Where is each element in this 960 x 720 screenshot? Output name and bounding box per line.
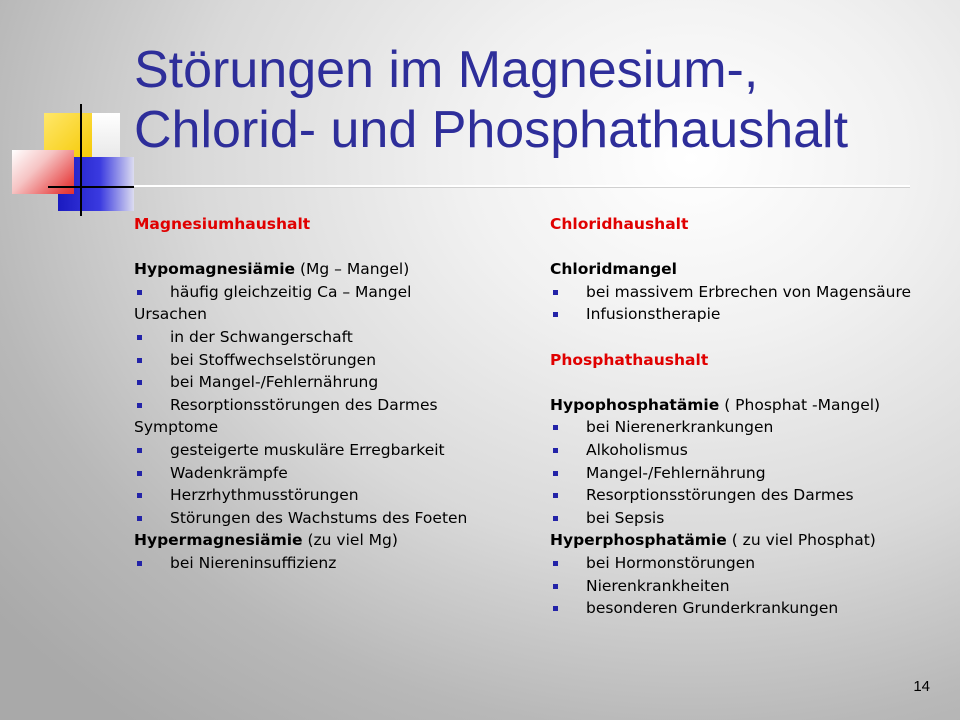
chlorid-phosphat-column — [550, 213, 950, 620]
bullet-icon — [137, 403, 142, 408]
bullet-icon — [137, 358, 142, 363]
magnesium-heading: Magnesiumhaushalt — [134, 215, 311, 233]
list-item — [134, 349, 534, 372]
list-item-text: bei massivem Erbrechen von Magensäure — [586, 282, 912, 301]
hypomagnesiaemie-desc: (Mg – Mangel) — [295, 260, 410, 279]
title-line-1: Störungen im Magnesium-, — [134, 41, 759, 99]
spacer — [550, 236, 950, 259]
list-item-text: Resorptionsstörungen des Darmes — [170, 395, 438, 414]
list-item — [550, 575, 950, 598]
list-item-text: Alkoholismus — [586, 440, 688, 459]
list-item — [134, 507, 534, 530]
bullet-icon — [553, 584, 558, 589]
list-item — [550, 416, 950, 439]
list-item-text: in der Schwangerschaft — [170, 327, 353, 346]
hypomagnesiaemie-term: Hypomagnesiämie — [134, 260, 296, 279]
list-item-text: bei Stoffwechselstörungen — [170, 350, 377, 369]
symptome-label: Symptome — [134, 418, 219, 437]
list-item — [550, 281, 950, 304]
list-item-text: bei Nierenerkrankungen — [586, 418, 774, 437]
list-item — [134, 552, 534, 575]
list-item-text: Nierenkrankheiten — [586, 576, 730, 595]
logo-white-square — [92, 113, 120, 159]
bullet-icon — [137, 335, 142, 340]
list-item — [134, 484, 534, 507]
list-item-text: Infusionstherapie — [586, 305, 721, 324]
list-item — [134, 462, 534, 485]
hypophosphataemie-term: Hypophosphatämie — [550, 395, 720, 414]
chlorid-heading: Chloridhaushalt — [550, 215, 689, 233]
list-item — [134, 281, 534, 304]
hypophosphataemie-line — [550, 394, 950, 417]
title-rule — [134, 185, 910, 187]
hypomagnesiaemie-line — [134, 258, 534, 281]
logo-horizontal-line — [48, 186, 134, 188]
bullet-icon — [137, 290, 142, 295]
hyperphosphataemie-line — [550, 529, 950, 552]
list-item — [134, 371, 534, 394]
hypermagnesiaemie-term: Hypermagnesiämie — [134, 531, 303, 550]
title-line-2: Chlorid- und Phosphathaushalt — [134, 101, 849, 159]
list-item — [134, 439, 534, 462]
slide-title — [134, 40, 934, 160]
list-item-text: bei Niereninsuffizienz — [170, 553, 337, 572]
list-item-text: Wadenkrämpfe — [170, 463, 288, 482]
list-item-text: gesteigerte muskuläre Erregbarkeit — [170, 440, 445, 459]
list-item-text: Mangel-/Fehlernährung — [586, 463, 766, 482]
bullet-icon — [137, 448, 142, 453]
list-item-text: Störungen des Wachstums des Foeten — [170, 508, 468, 527]
spacer — [134, 236, 534, 259]
bullet-icon — [137, 516, 142, 521]
list-item — [550, 303, 950, 326]
list-item-text: Herzrhythmusstörungen — [170, 486, 359, 505]
bullet-icon — [137, 493, 142, 498]
list-item-text: bei Sepsis — [586, 508, 665, 527]
list-item — [550, 507, 950, 530]
hypophosphataemie-desc: ( Phosphat -Mangel) — [719, 395, 881, 414]
magnesium-column — [134, 213, 534, 575]
bullet-icon — [553, 471, 558, 476]
list-item — [550, 484, 950, 507]
hypermagnesiaemie-line — [134, 529, 534, 552]
bullet-icon — [553, 516, 558, 521]
logo-vertical-line — [80, 104, 82, 216]
bullet-icon — [553, 606, 558, 611]
spacer — [550, 326, 950, 349]
bullet-icon — [553, 312, 558, 317]
ursachen-label: Ursachen — [134, 305, 207, 324]
bullet-icon — [137, 561, 142, 566]
list-item — [550, 439, 950, 462]
bullet-icon — [137, 471, 142, 476]
hyperphosphataemie-term: Hyperphosphatämie — [550, 531, 727, 550]
page-number: 14 — [913, 678, 930, 695]
bullet-icon — [553, 425, 558, 430]
list-item-text: bei Mangel-/Fehlernährung — [170, 373, 379, 392]
chloridmangel-term: Chloridmangel — [550, 260, 677, 279]
list-item — [134, 394, 534, 417]
list-item — [134, 326, 534, 349]
bullet-icon — [553, 561, 558, 566]
list-item-text: bei Hormonstörungen — [586, 553, 756, 572]
bullet-icon — [553, 290, 558, 295]
hyperphosphataemie-desc: ( zu viel Phosphat) — [726, 531, 876, 550]
list-item — [550, 552, 950, 575]
bullet-icon — [553, 493, 558, 498]
list-item — [550, 597, 950, 620]
list-item — [550, 462, 950, 485]
spacer — [550, 371, 950, 394]
list-item-text: häufig gleichzeitig Ca – Mangel — [170, 282, 412, 301]
bullet-icon — [553, 448, 558, 453]
list-item-text: Resorptionsstörungen des Darmes — [586, 486, 854, 505]
list-item-text: besonderen Grunderkrankungen — [586, 599, 839, 618]
hypermagnesiaemie-desc: (zu viel Mg) — [302, 531, 398, 550]
bullet-icon — [137, 380, 142, 385]
phosphat-heading: Phosphathaushalt — [550, 350, 709, 369]
